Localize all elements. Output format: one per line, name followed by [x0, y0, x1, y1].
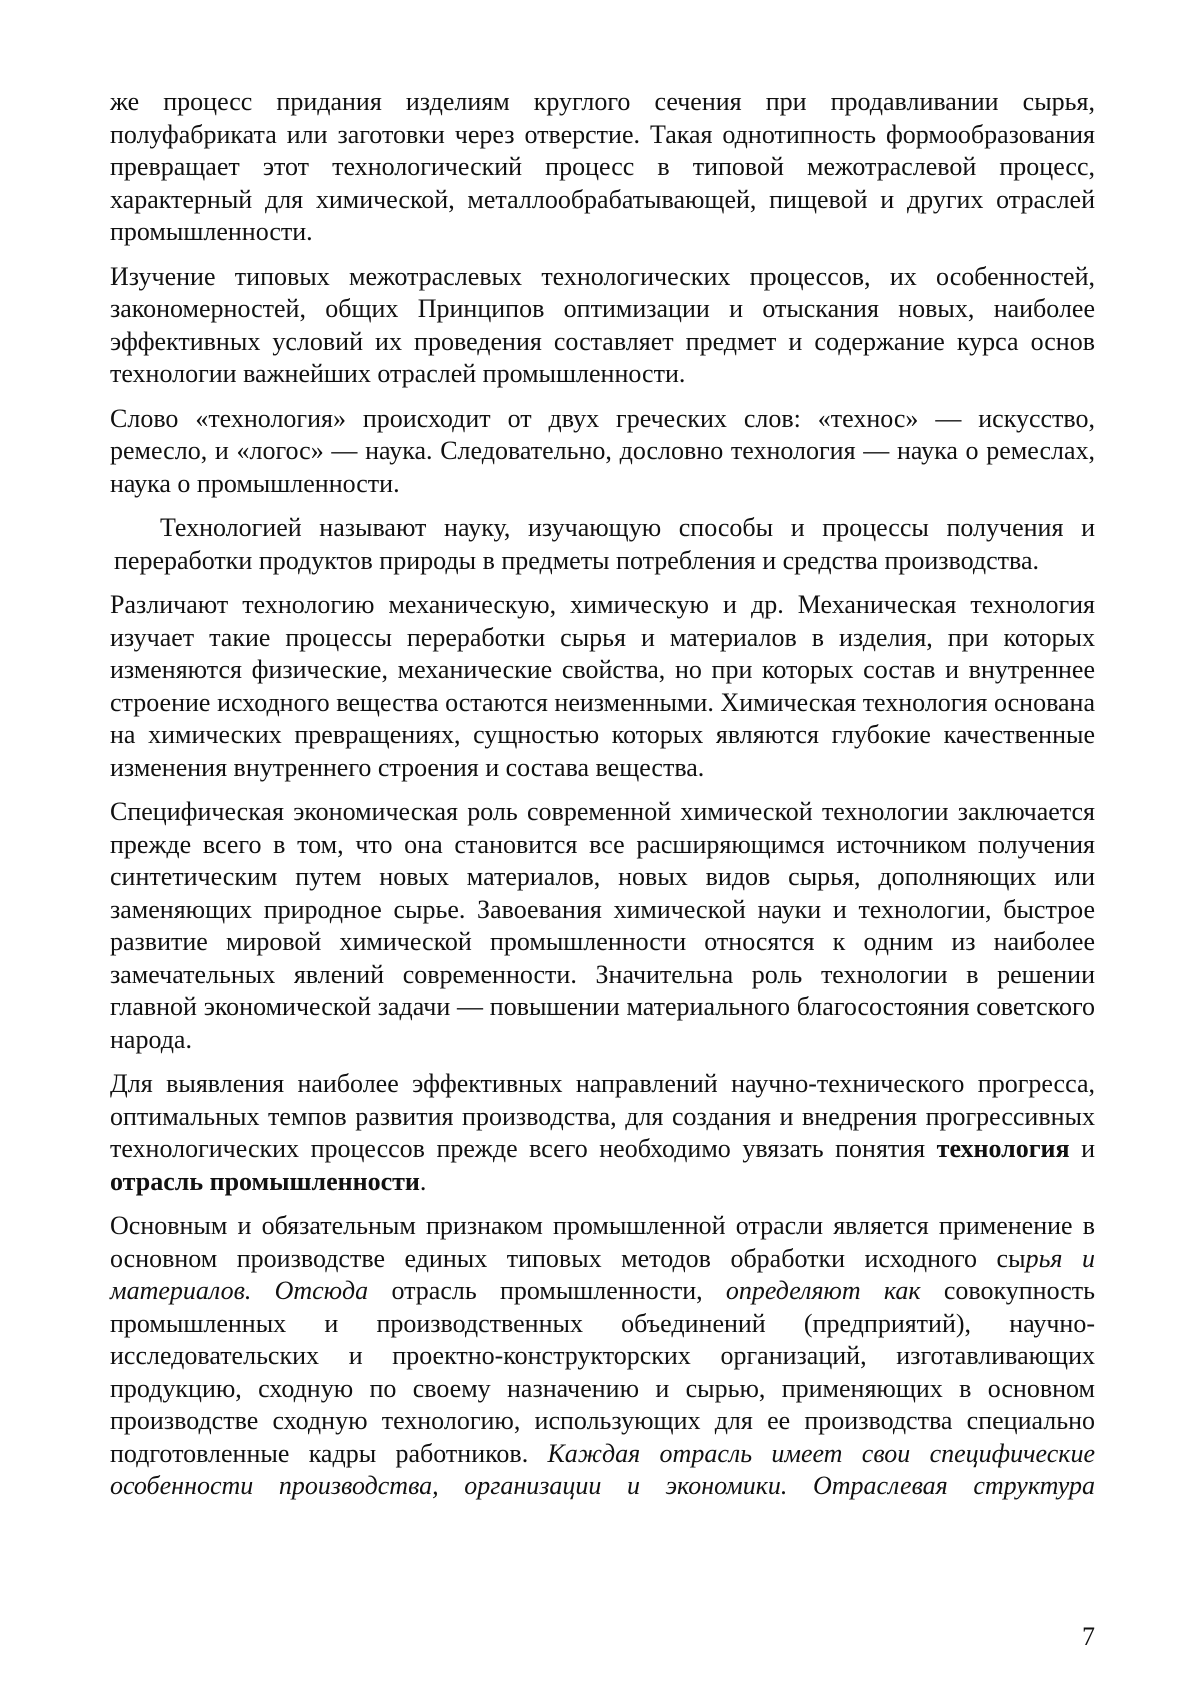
paragraph-6: Специфическая экономическая роль современной химической технологии заключается прежде всего в том, что она становится все расширяющимся источником получения синтетическим путем новых материалов, новых видов сырья, дополняющих или заменяющих природное сырье. Завоевания химической науки и технологии, быстрое развитие мировой химической промышленности относятся к одним из наиболее замечательных явлений современности. Значительна роль технологии в решении главной экономической задачи — повышении материального благосостояния советского народа.: [110, 797, 1095, 1054]
paragraph-8-italic: Каждая отрасль имеет свои специфические особенности производства, организации и экономики. Отраслевая структура: [110, 1438, 1095, 1500]
paragraph-8-text: отрасль промышленности,: [368, 1276, 726, 1305]
paragraph-3: Слово «технология» происходит от двух греческих слов: «технос» — искусство, ремесло, и «логос» — наука. Следовательно, дословно технология — наука о ремеслах, наука о промышленности.: [110, 403, 1095, 498]
term-technology: технология: [936, 1134, 1070, 1163]
document-body: [110, 86, 1095, 1503]
paragraph-8-text: Основным и обязательным признаком промышленной отрасли является применение в основном производстве единых типовых методов обработки исходного сы: [110, 1211, 1095, 1273]
paragraph-8-italic: определяют как: [725, 1276, 921, 1305]
term-industry-branch: отрасль промышленности: [110, 1166, 420, 1196]
paragraph-7-text: и: [1069, 1134, 1095, 1163]
paragraph-2: Изучение типовых межотраслевых технологических процессов, их особенностей, закономерностей, общих Принципов оптимизации и отыскания новых, наиболее эффективных условий их проведения составляет предмет и содержание курса основ технологии важнейших отраслей промышленности.: [110, 261, 1095, 388]
paragraph-4-definition: Технологией называют науку, изучающую способы и процессы получения и переработки продуктов природы в предметы потребления и средства производства.: [114, 513, 1095, 575]
paragraph-7-text: .: [419, 1166, 427, 1196]
paragraph-7-text: Для выявления наиболее эффективных направлений научно-технического прогресса, оптимальных темпов развития производства, для создания и внедрения прогрессивных технологических процессов прежде всего необходимо увязать понятия: [110, 1069, 1095, 1163]
paragraph-8: [110, 1210, 1095, 1503]
paragraph-7: [110, 1068, 1095, 1198]
paragraph-8-italic: рья и материалов. Отсюда: [110, 1243, 1096, 1305]
paragraph-1: же процесс придания изделиям круглого сечения при продавливании сырья, полуфабриката или заготовки через отверстие. Такая однотипность формообразования превращает этот технологический процесс в типовой межотраслевой процесс, характерный для химической, металлообрабатывающей, пищевой и других отраслей промышленности.: [110, 87, 1095, 246]
page-number: 7: [1082, 1622, 1095, 1651]
paragraph-8-text: совокупность промышленных и производственных объединений (предприятий), научно-исследовательских и проектно-конструкторских организаций, изготавливающих продукцию, сходную по своему назначению и сырью, применяющих в основном производстве сходную технологию, использующих для ее производства специально подготовленные кадры работников.: [110, 1276, 1095, 1468]
paragraph-5: Различают технологию механическую, химическую и др. Механическая технология изучает такие процессы переработки сырья и материалов в изделия, при которых изменяются физические, механические свойства, но при которых состав и внутреннее строение исходного вещества остаются неизменными. Химическая технология основана на химических превращениях, сущностью которых являются глубокие качественные изменения внутреннего строения и состава вещества.: [110, 590, 1095, 782]
